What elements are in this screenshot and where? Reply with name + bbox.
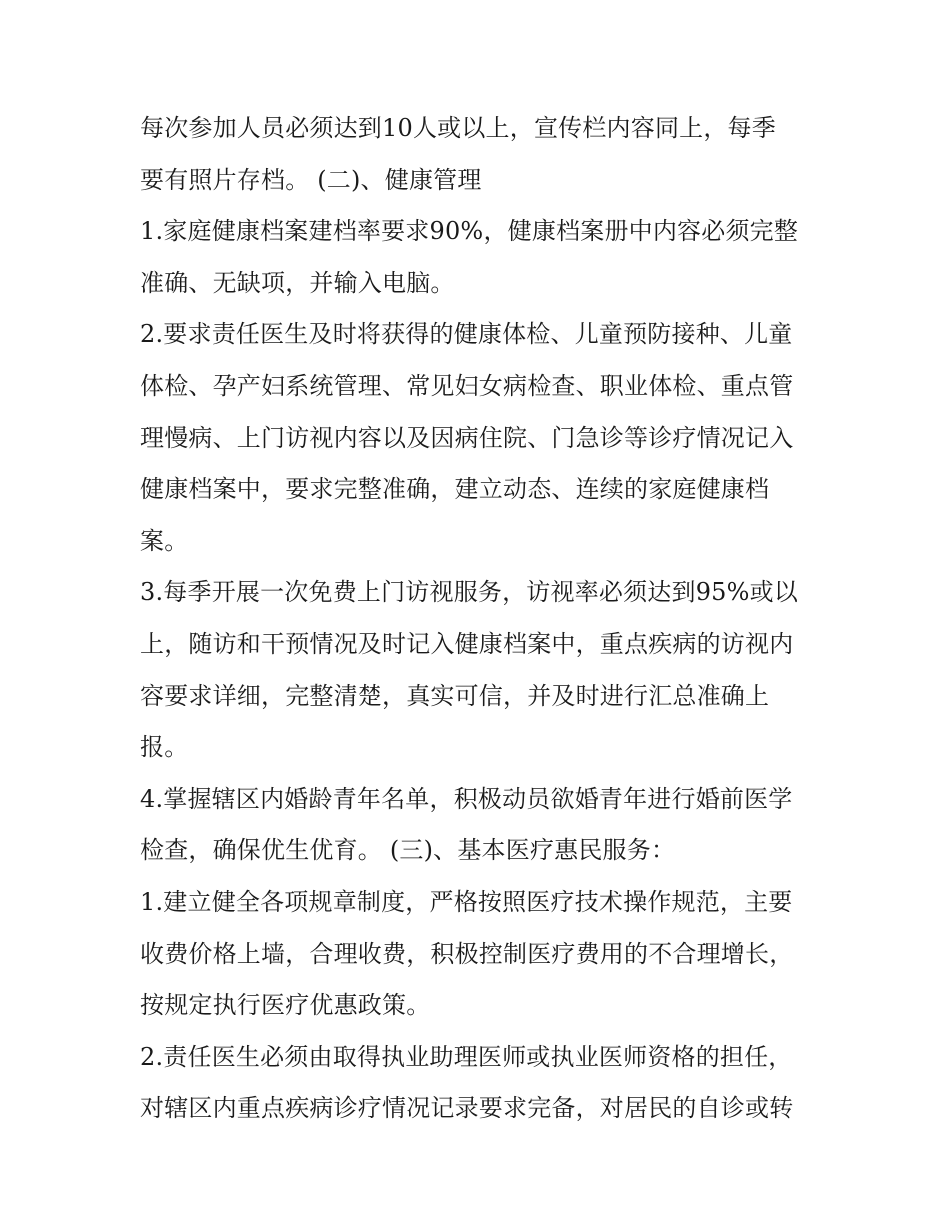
text-line: 2.责任医生必须由取得执业助理医师或执业医师资格的担任， [140,1042,793,1071]
text-line: 容要求详细，完整清楚，真实可信，并及时进行汇总准确上 [140,681,770,710]
text-line: 收费价格上墙，合理收费，积极控制医疗费用的不合理增长， [140,939,794,968]
text-line: 3.每季开展一次免费上门访视服务，访视率必须达到95%或以 [140,578,799,607]
text-line: 对辖区内重点疾病诊疗情况记录要求完备，对居民的自诊或转 [140,1094,794,1123]
text-line: 准确、无缺项，并输入电脑。 [140,268,455,297]
text-line: 理慢病、上门访视内容以及因病住院、门急诊等诊疗情况记入 [140,423,794,452]
text-line: 1.建立健全各项规章制度，严格按照医疗技术操作规范，主要 [140,887,793,916]
text-line: 每次参加人员必须达到10人或以上，宣传栏内容同上，每季 [140,114,776,142]
document-body [140,103,830,1135]
text-line: 检查，确保优生优育。 (三)、基本医疗惠民服务： [140,836,676,865]
text-line: 体检、孕产妇系统管理、常见妇女病检查、职业体检、重点管 [140,371,794,400]
text-line: 上，随访和干预情况及时记入健康档案中，重点疾病的访视内 [140,629,794,658]
text-line: 按规定执行医疗优惠政策。 [140,991,431,1020]
text-line: 要有照片存档。 (二)、健康管理 [140,165,482,194]
text-line: 报。 [140,733,189,762]
text-line: 4.掌握辖区内婚龄青年名单，积极动员欲婚青年进行婚前医学 [140,784,793,813]
text-line: 案。 [140,526,189,555]
text-line: 健康档案中，要求完整准确，建立动态、连续的家庭健康档 [140,475,770,504]
text-line: 2.要求责任医生及时将获得的健康体检、儿童预防接种、儿童 [140,320,793,349]
text-line: 1.家庭健康档案建档率要求90%，健康档案册中内容必须完整 [140,217,799,246]
